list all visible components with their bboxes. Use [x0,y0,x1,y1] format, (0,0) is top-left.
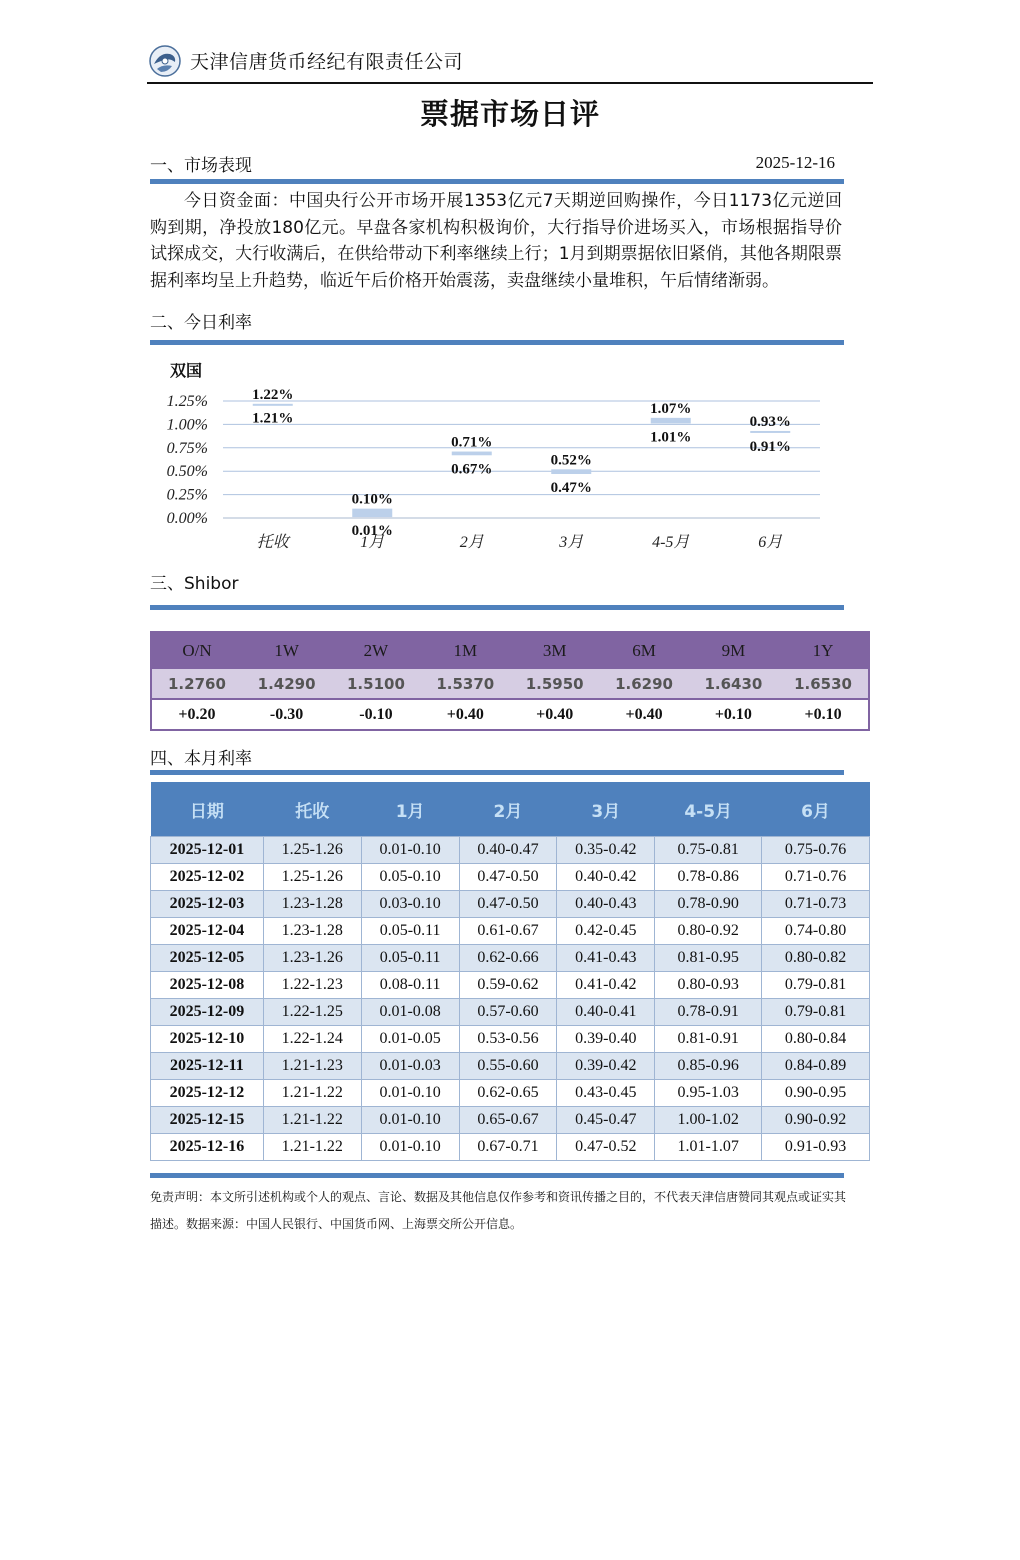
monthly-rate-table [150,782,870,1161]
shibor-value-cell: 1.5950 [510,669,599,699]
section-title-rates: 二、今日利率 [150,313,252,333]
category-label: 3月 [559,534,584,551]
rate-cell: 0.40-0.41 [557,999,655,1026]
rate-range-bar [253,404,293,406]
shibor-change-cell: +0.40 [599,699,688,730]
rate-cell: 0.62-0.65 [459,1080,557,1107]
rate-chart [150,355,840,560]
high-rate-label: 0.10% [351,491,393,508]
y-tick-label: 1.25% [166,393,208,410]
rate-cell: 0.08-0.11 [361,972,459,999]
date-cell: 2025-12-12 [151,1080,264,1107]
table-row [151,918,870,945]
date-cell: 2025-12-08 [151,972,264,999]
monthly-header-cell: 托收 [263,782,361,837]
rate-cell: 1.22-1.23 [263,972,361,999]
rate-cell: 0.75-0.81 [655,837,762,864]
monthly-header-cell: 4-5月 [655,782,762,837]
rate-cell: 1.25-1.26 [263,837,361,864]
rate-cell: 0.71-0.73 [762,891,870,918]
shibor-change-cell: +0.40 [510,699,599,730]
date-cell: 2025-12-11 [151,1053,264,1080]
rate-cell: 1.21-1.23 [263,1053,361,1080]
category-label: 托收 [256,534,289,551]
rate-range-bar [352,509,392,517]
rate-cell: 0.05-0.11 [361,918,459,945]
y-tick-label: 1.00% [166,416,208,434]
rate-cell: 1.21-1.22 [263,1107,361,1134]
rate-cell: 0.67-0.71 [459,1134,557,1161]
company-logo-icon [148,44,182,78]
table-row [151,864,870,891]
rate-cell: 0.78-0.86 [655,864,762,891]
rate-cell: 0.41-0.42 [557,972,655,999]
category-label: 4-5月 [652,534,690,551]
table-row [151,1134,870,1161]
shibor-header-cell: 1W [242,632,331,669]
shibor-header-cell: O/N [151,632,242,669]
table-row [151,1080,870,1107]
section-divider [150,340,844,345]
rate-cell: 0.57-0.60 [459,999,557,1026]
rate-cell: 0.78-0.90 [655,891,762,918]
shibor-change-cell: +0.20 [151,699,242,730]
rate-cell: 0.47-0.50 [459,864,557,891]
rate-cell: 0.55-0.60 [459,1053,557,1080]
rate-cell: 0.75-0.76 [762,837,870,864]
monthly-header-row [151,782,870,837]
table-row [151,972,870,999]
rate-cell: 0.90-0.95 [762,1080,870,1107]
date-cell: 2025-12-03 [151,891,264,918]
section-divider [150,1173,844,1178]
rate-cell: 0.35-0.42 [557,837,655,864]
rate-cell: 0.71-0.76 [762,864,870,891]
y-tick-label: 0.50% [166,463,208,481]
shibor-value-cell: 1.6290 [599,669,688,699]
shibor-change-cell: +0.10 [689,699,778,730]
shibor-value-cell: 1.5370 [421,669,510,699]
shibor-change-cell: +0.10 [778,699,869,730]
rate-cell: 0.74-0.80 [762,918,870,945]
monthly-header-cell: 6月 [762,782,870,837]
rate-cell: 0.01-0.10 [361,1080,459,1107]
low-rate-label: 1.01% [650,429,692,446]
header-divider [147,82,873,84]
shibor-value-cell: 1.6430 [689,669,778,699]
rate-cell: 0.40-0.43 [557,891,655,918]
high-rate-label: 0.71% [451,434,493,451]
rate-range-bar [651,418,691,424]
rate-cell: 0.90-0.92 [762,1107,870,1134]
company-name: 天津信唐货币经纪有限责任公司 [190,51,464,73]
monthly-header-cell: 2月 [459,782,557,837]
rate-cell: 0.62-0.66 [459,945,557,972]
rate-cell: 1.22-1.24 [263,1026,361,1053]
rate-cell: 0.39-0.42 [557,1053,655,1080]
shibor-header-cell: 6M [599,632,688,669]
section-title-shibor: 三、Shibor [150,574,239,594]
shibor-value-cell: 1.2760 [151,669,242,699]
rate-cell: 0.85-0.96 [655,1053,762,1080]
low-rate-label: 0.47% [550,480,592,497]
rate-cell: 0.39-0.40 [557,1026,655,1053]
y-tick-label: 0.75% [166,439,208,457]
table-row [151,837,870,864]
rate-cell: 0.47-0.50 [459,891,557,918]
shibor-value-cell: 1.6530 [778,669,869,699]
low-rate-label: 0.01% [351,523,393,540]
section-divider [150,770,844,775]
section-title-market: 一、市场表现 [150,156,252,176]
rate-cell: 0.01-0.10 [361,837,459,864]
rate-cell: 0.01-0.03 [361,1053,459,1080]
high-rate-label: 1.07% [650,400,692,417]
rate-cell: 0.01-0.08 [361,999,459,1026]
low-rate-label: 0.91% [749,438,791,455]
rate-cell: 0.43-0.45 [557,1080,655,1107]
shibor-header-cell: 1Y [778,632,869,669]
shibor-header-row [151,632,869,669]
rate-cell: 0.01-0.10 [361,1107,459,1134]
rate-cell: 0.61-0.67 [459,918,557,945]
rate-cell: 0.47-0.52 [557,1134,655,1161]
monthly-header-cell: 3月 [557,782,655,837]
rate-cell: 1.23-1.28 [263,891,361,918]
rate-cell: 0.65-0.67 [459,1107,557,1134]
rate-cell: 0.80-0.82 [762,945,870,972]
category-label: 1月 [360,534,385,551]
rate-cell: 0.80-0.84 [762,1026,870,1053]
rate-cell: 0.81-0.95 [655,945,762,972]
rate-range-bar [551,469,591,474]
rate-range-bar [452,452,492,456]
table-row [151,1026,870,1053]
shibor-header-cell: 1M [421,632,510,669]
rate-cell: 1.21-1.22 [263,1134,361,1161]
table-row [151,999,870,1026]
rate-cell: 0.45-0.47 [557,1107,655,1134]
rate-cell: 0.53-0.56 [459,1026,557,1053]
date-cell: 2025-12-15 [151,1107,264,1134]
table-row [151,891,870,918]
shibor-value-cell: 1.5100 [331,669,420,699]
rate-cell: 0.42-0.45 [557,918,655,945]
y-tick-label: 0.25% [166,486,208,504]
rate-cell: 1.00-1.02 [655,1107,762,1134]
rate-cell: 0.78-0.91 [655,999,762,1026]
section-divider [150,605,844,610]
shibor-change-cell: -0.30 [242,699,331,730]
rate-cell: 0.40-0.47 [459,837,557,864]
date-cell: 2025-12-10 [151,1026,264,1053]
market-summary [150,188,842,294]
category-label: 2月 [459,534,484,551]
rate-cell: 1.23-1.28 [263,918,361,945]
rate-cell: 0.59-0.62 [459,972,557,999]
monthly-header-cell: 1月 [361,782,459,837]
shibor-header-cell: 3M [510,632,599,669]
disclaimer-text: 免责声明：本文所引述机构或个人的观点、言论、数据及其他信息仅作参考和资讯传播之目的，不代表天津信唐赞同其观点或证实其描述。数据来源：中国人民银行、中国货币网、上海票交所公开信息。 [150,1190,847,1231]
rate-cell: 1.01-1.07 [655,1134,762,1161]
rate-cell: 0.80-0.92 [655,918,762,945]
shibor-value-cell: 1.4290 [242,669,331,699]
shibor-change-row [151,699,869,730]
shibor-header-cell: 9M [689,632,778,669]
date-cell: 2025-12-01 [151,837,264,864]
rate-cell: 0.40-0.42 [557,864,655,891]
date-cell: 2025-12-09 [151,999,264,1026]
table-row [151,945,870,972]
rate-cell: 1.22-1.25 [263,999,361,1026]
shibor-change-cell: +0.40 [421,699,510,730]
date-cell: 2025-12-02 [151,864,264,891]
section-divider [150,179,844,184]
rate-cell: 0.95-1.03 [655,1080,762,1107]
rate-cell: 1.23-1.26 [263,945,361,972]
high-rate-label: 0.93% [749,413,791,430]
rate-cell: 1.21-1.22 [263,1080,361,1107]
rate-cell: 0.05-0.10 [361,864,459,891]
shibor-value-row [151,669,869,699]
rate-cell: 0.01-0.10 [361,1134,459,1161]
y-tick-label: 0.00% [166,510,208,527]
rate-cell: 0.79-0.81 [762,999,870,1026]
rate-cell: 0.05-0.11 [361,945,459,972]
low-rate-label: 1.21% [252,410,294,427]
rate-cell: 0.84-0.89 [762,1053,870,1080]
shibor-table [150,631,870,731]
high-rate-label: 0.52% [550,452,592,469]
section-title-monthly: 四、本月利率 [150,749,252,769]
shibor-change-cell: -0.10 [331,699,420,730]
rate-cell: 0.01-0.05 [361,1026,459,1053]
rate-range-bar [750,431,790,433]
report-date: 2025-12-16 [755,153,835,172]
table-row [151,1053,870,1080]
low-rate-label: 0.67% [451,461,493,478]
rate-cell: 0.80-0.93 [655,972,762,999]
rate-cell: 0.81-0.91 [655,1026,762,1053]
rate-cell: 1.25-1.26 [263,864,361,891]
rate-cell: 0.41-0.43 [557,945,655,972]
rate-cell: 0.03-0.10 [361,891,459,918]
date-cell: 2025-12-16 [151,1134,264,1161]
high-rate-label: 1.22% [252,386,294,403]
category-label: 6月 [758,534,783,551]
chart-title: 双国 [170,361,203,380]
table-row [151,1107,870,1134]
rate-cell: 0.79-0.81 [762,972,870,999]
market-summary-text: 今日资金面：中国央行公开市场开展1353亿元7天期逆回购操作，今日1173亿元逆回购到期，净投放180亿元。早盘各家机构积极询价，大行指导价进场买入，市场根据指导价试探成交，大行收满后，在供给带动下利率继续上行；1月到期票据依旧紧俏，其他各期限票据利率均呈上升趋势，临近午后价格开始震荡，卖盘继续小量堆积，午后情绪渐弱。 [150,191,842,291]
date-cell: 2025-12-05 [151,945,264,972]
rate-cell: 0.91-0.93 [762,1134,870,1161]
date-cell: 2025-12-04 [151,918,264,945]
monthly-header-cell: 日期 [151,782,264,837]
shibor-header-cell: 2W [331,632,420,669]
page-title: 票据市场日评 [419,97,600,131]
